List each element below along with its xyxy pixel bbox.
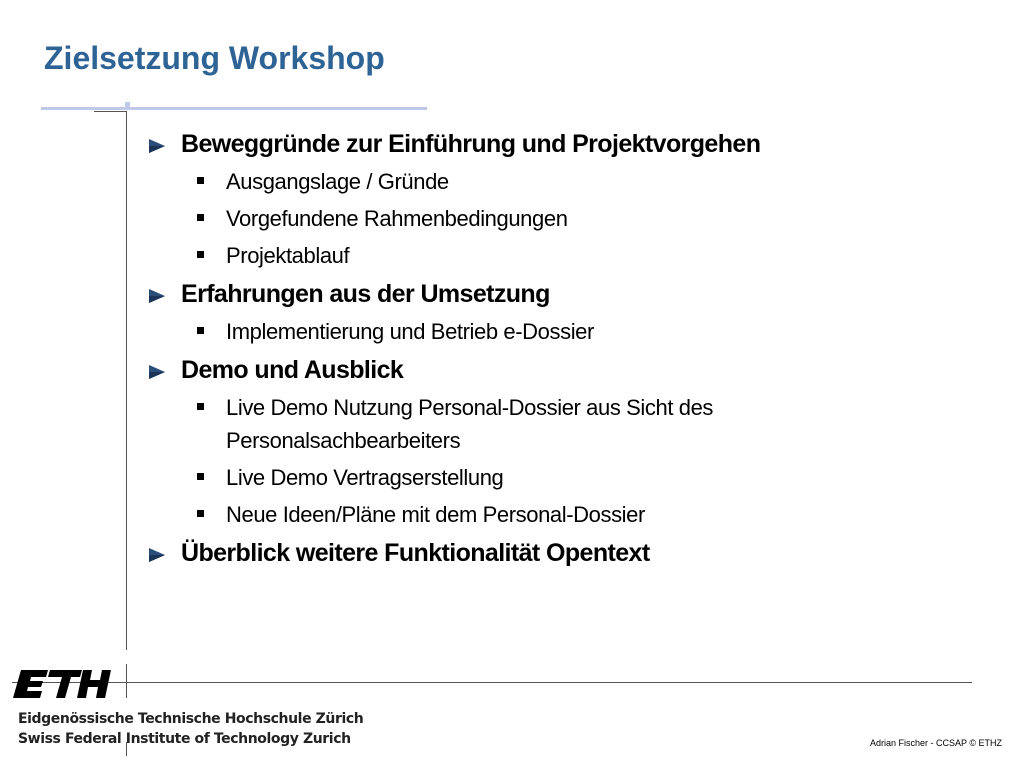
agenda-item [146,498,946,531]
arrow-bullet-shade [149,146,165,153]
agenda-heading-text: Erfahrungen aus der Umsetzung [181,280,550,308]
agenda-item [146,165,946,198]
agenda-heading [146,276,946,312]
agenda-item [146,315,946,348]
agenda-item [146,239,946,272]
agenda-item [146,391,786,457]
agenda-item-text: Vorgefundene Rahmenbedingungen [226,206,568,231]
agenda-heading [146,352,946,388]
title-underline-tick [125,102,130,110]
square-bullet-icon [197,403,204,410]
institution-name-de: Eidgenössische Technische Hochschule Zürich [18,711,364,727]
frame-line-gap [126,650,127,664]
agenda-item-text: Ausgangslage / Gründe [226,169,449,194]
agenda-heading-text: Demo und Ausblick [181,356,404,384]
square-bullet-icon [197,214,204,221]
title-underline [41,107,427,110]
arrow-bullet-shade [149,555,165,562]
institution-name-en: Swiss Federal Institute of Technology Zurich [18,731,351,747]
square-bullet-icon [197,327,204,334]
agenda-item-text: Live Demo Vertragserstellung [226,465,504,490]
frame-line-vertical [126,111,127,698]
footer-credit: Adrian Fischer - CCSAP © ETHZ [870,738,1002,748]
agenda-heading-text: Überblick weitere Funktionalität Opentext [181,539,650,567]
agenda-heading [146,126,946,162]
arrow-bullet-shade [149,372,165,379]
agenda-item [146,461,946,494]
square-bullet-icon [197,177,204,184]
agenda-item-text: Neue Ideen/Pläne mit dem Personal-Dossier [226,502,645,527]
eth-logo-icon [12,664,112,704]
eth-logo-text: ETH [12,664,14,665]
arrow-bullet-shade [149,296,165,303]
square-bullet-icon [197,473,204,480]
agenda-item-text: Projektablauf [226,243,350,268]
agenda-item-text: Implementierung und Betrieb e-Dossier [226,319,594,344]
frame-line-horizontal [12,682,972,683]
agenda-item [146,202,946,235]
square-bullet-icon [197,251,204,258]
agenda-heading [146,535,946,571]
agenda-list [146,126,946,571]
slide-title: Zielsetzung Workshop [44,40,385,76]
agenda-heading-text: Beweggründe zur Einführung und Projektvorgehen [181,130,761,158]
frame-line-top [94,111,126,112]
agenda-item-text: Live Demo Nutzung Personal-Dossier aus Sicht des Personalsachbearbeiters [226,395,714,453]
square-bullet-icon [197,510,204,517]
